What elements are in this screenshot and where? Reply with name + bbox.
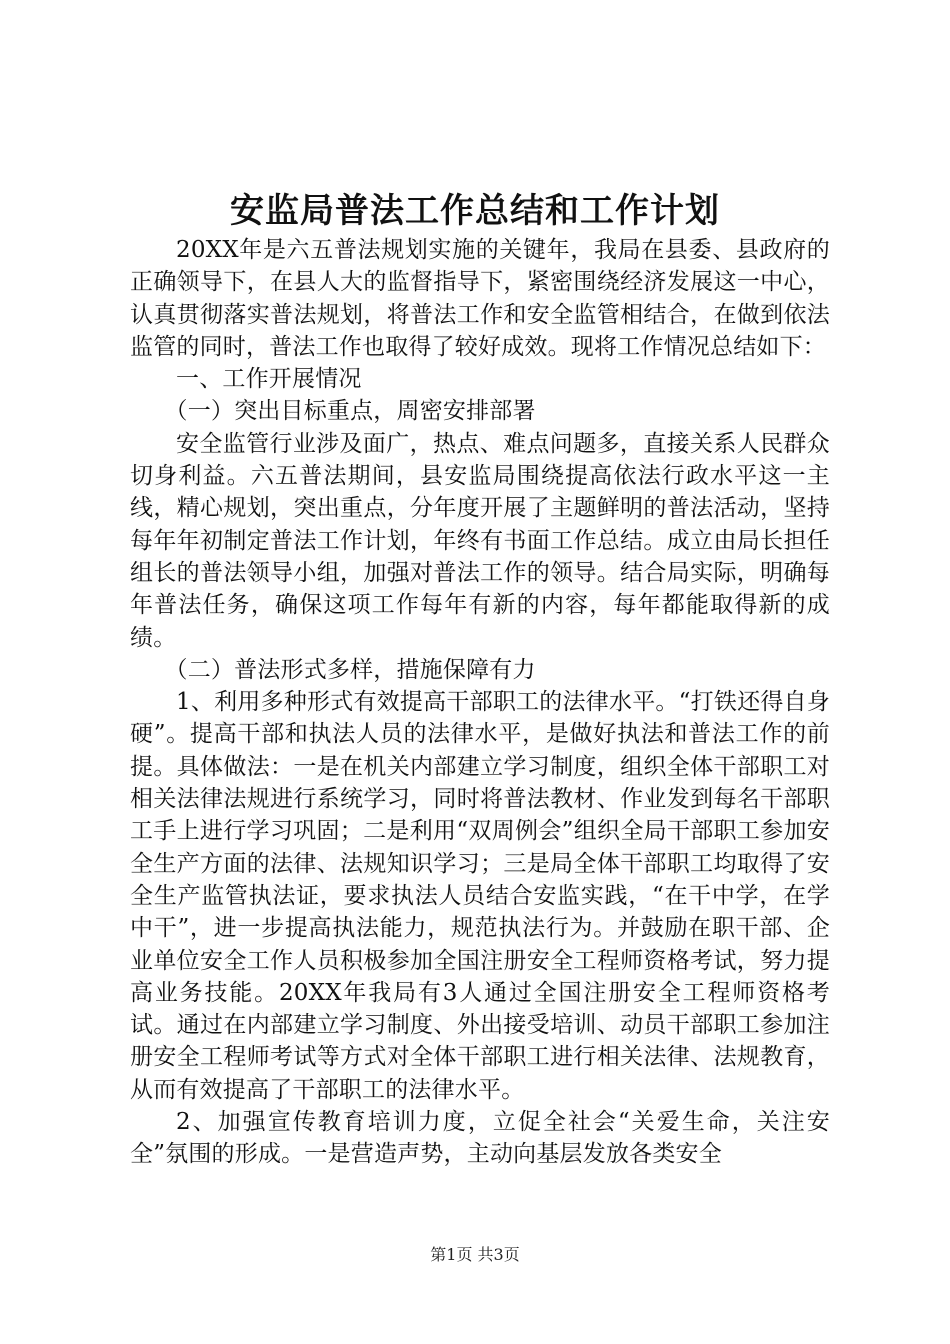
body-paragraph: 2、加强宣传教育培训力度，立促全社会“关爱生命，关注安全”氛围的形成。一是营造声势，主动向基层发放各类安全 — [130, 1109, 830, 1168]
subsection-heading: （二）普法形式多样，措施保障有力 — [164, 656, 536, 683]
document-body — [130, 234, 830, 1171]
body-paragraph: 1、利用多种形式有效提高干部职工的法律水平。“打铁还得自身硬”。提高干部和执法人员的法律水平，是做好执法和普法工作的前提。具体做法：一是在机关内部建立学习制度，组织全体干部职工对相关法律法规进行系统学习，同时将普法教材、作业发到每名干部职工手上进行学习巩固；二是利用“双周例会”组织全局干部职工参加安全生产方面的法律、法规知识学习；三是局全体干部职工均取得了安全生产监管执法证，要求执法人员结合安监实践，“在干中学，在学中干”，进一步提高执法能力，规范执法行为。并鼓励在职干部、企业单位安全工作人员积极参加全国注册安全工程师资格考试，努力提高业务技能。20XX年我局有3人通过全国注册安全工程师资格考试。通过在内部建立学习制度、外出接受培训、动员干部职工参加注册安全工程师考试等方式对全体干部职工进行相关法律、法规教育，从而有效提高了干部职工的法律水平。 — [130, 689, 830, 1103]
document-title: 安监局普法工作总结和工作计划 — [230, 191, 720, 231]
subsection-heading: （一）突出目标重点，周密安排部署 — [164, 398, 536, 425]
intro-paragraph: 20XX年是六五普法规划实施的关键年，我局在县委、县政府的正确领导下，在县人大的监督指导下，紧密围绕经济发展这一中心，认真贯彻落实普法规划，将普法工作和安全监管相结合，在做到依法监管的同时，普法工作也取得了较好成效。现将工作情况总结如下： — [130, 237, 830, 360]
page-number-footer: 第1页 共3页 — [430, 1245, 520, 1264]
body-paragraph: 安全监管行业涉及面广，热点、难点问题多，直接关系人民群众切身利益。六五普法期间，县安监局围绕提高依法行政水平这一主线，精心规划，突出重点，分年度开展了主题鲜明的普法活动，坚持每年年初制定普法工作计划，年终有书面工作总结。成立由局长担任组长的普法领导小组，加强对普法工作的领导。结合局实际，明确每年普法任务，确保这项工作每年有新的内容，每年都能取得新的成绩。 — [130, 430, 830, 651]
section-heading: 一、工作开展情况 — [176, 366, 362, 393]
